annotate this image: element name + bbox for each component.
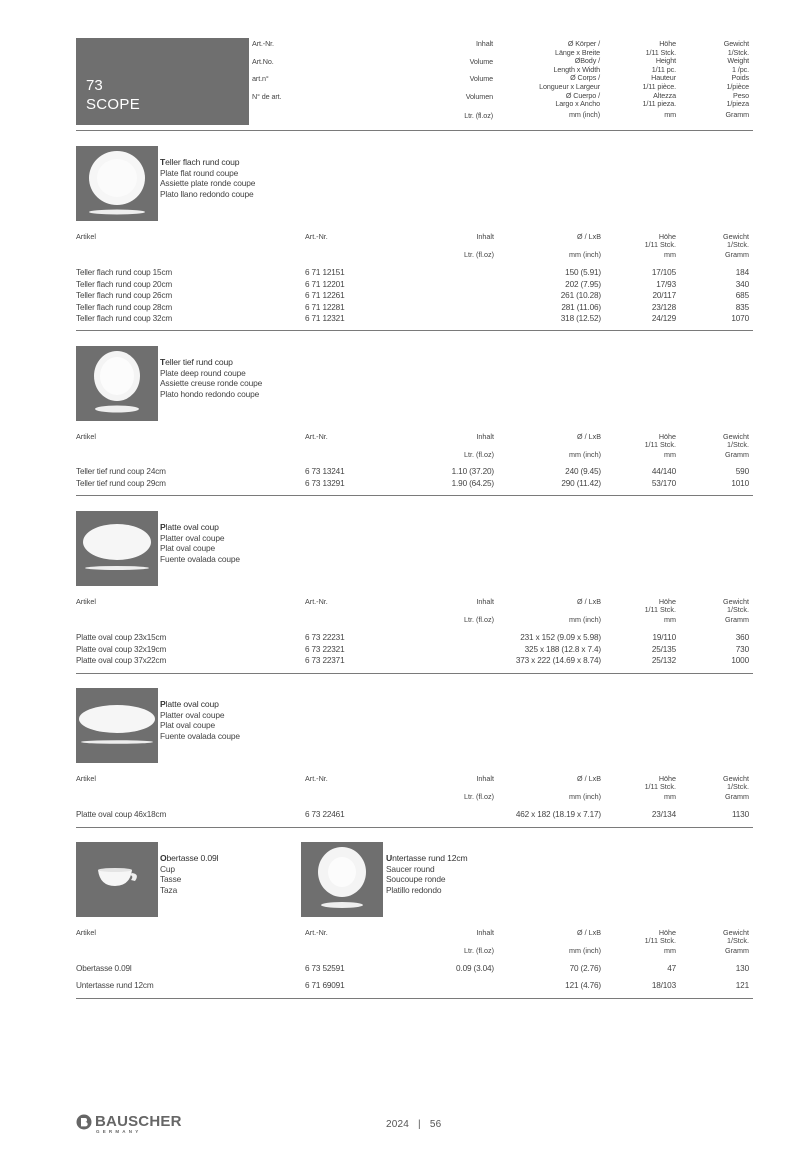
series-header-box [76, 38, 249, 125]
product-translation: Plato llano redondo coupe [160, 188, 254, 199]
column-header-dim_unit: mm (inch) [569, 450, 601, 459]
header-text: Ltr. (fl.oz) [464, 111, 493, 121]
column-header-hoehe2: 1/11 Stck. [644, 440, 676, 449]
product-translation: Fuente ovalada coupe [160, 553, 240, 564]
column-header-hoehe2: 1/11 Stck. [644, 782, 676, 791]
column-header-hoehe_unit: mm [664, 792, 676, 801]
series-name: SCOPE [86, 96, 141, 113]
column-header-gewicht_unit: Gramm [725, 946, 749, 955]
product-translation: Plate deep round coupe [160, 367, 246, 378]
column-header-gewicht: Gewicht [723, 928, 749, 937]
product-translation: Cup [160, 863, 175, 874]
cell-artnr: 6 73 13291 [305, 478, 345, 488]
cell-hoehe: 19/110 [652, 633, 676, 642]
header-text: 1/11 pieza. [642, 99, 676, 109]
cell-dimension: 261 (10.28) [560, 291, 601, 301]
product-translation: Plat oval coupe [160, 543, 216, 554]
table-row [76, 314, 753, 325]
cell-artikel: Teller flach rund coup 32cm [76, 314, 173, 324]
header-text: Inhalt [476, 39, 493, 48]
product-translation: Taza [160, 884, 178, 895]
cell-hoehe: 44/140 [651, 467, 676, 476]
product-title [160, 157, 255, 168]
cell-hoehe: 23/134 [651, 810, 676, 819]
header-col-hoehe [620, 40, 676, 119]
cell-artikel: Teller flach rund coup 20cm [76, 279, 173, 289]
product-translation: Tasse [160, 874, 182, 885]
table-row [76, 810, 753, 821]
column-header-gewicht2: 1/Stck. [727, 782, 749, 791]
header-text: Gramm [725, 109, 749, 119]
table-row [76, 633, 753, 644]
header-col-gewicht [690, 40, 749, 119]
table-row [76, 303, 753, 314]
column-header-hoehe_unit: mm [664, 450, 676, 459]
page-number: 56 [429, 1119, 442, 1130]
column-header-artikel: Artikel [76, 928, 96, 937]
cell-dimension: 318 (12.52) [560, 314, 601, 324]
cell-hoehe: 24/129 [651, 314, 676, 324]
title-rest: eller flach rund coup [165, 157, 240, 167]
header-text: Peso [733, 90, 749, 100]
header-text: art.n° [252, 74, 269, 84]
cell-dimension: 202 (7.95) [565, 279, 601, 289]
column-header-dim: Ø / LxB [577, 928, 601, 937]
column-header-inhalt_unit: Ltr. (fl.oz) [464, 615, 494, 624]
cell-gewicht: 340 [735, 279, 749, 289]
column-header-inhalt: Inhalt [476, 928, 494, 937]
column-header-dim: Ø / LxB [577, 774, 601, 783]
cell-hoehe: 47 [667, 964, 676, 973]
column-header-gewicht: Gewicht [723, 597, 749, 606]
product-translation: Soucoupe ronde [386, 874, 446, 885]
column-header-hoehe_unit: mm [664, 946, 676, 955]
header-text: 1 /pc. [732, 64, 749, 74]
column-header-artnr: Art.-Nr. [305, 928, 328, 937]
column-header-gewicht_unit: Gramm [725, 250, 749, 259]
header-text: Art.-Nr. [252, 39, 274, 48]
column-header-artikel: Artikel [76, 432, 96, 441]
title-rest: latte oval coup [165, 522, 219, 532]
cell-artnr: 6 71 12261 [305, 291, 345, 301]
divider [76, 673, 753, 674]
product-translation: Plat oval coupe [160, 720, 216, 731]
header-text: 1/11 Stck. [645, 47, 676, 57]
column-header-artnr: Art.-Nr. [305, 232, 328, 241]
column-header-artnr: Art.-Nr. [305, 597, 328, 606]
header-col-artnr [252, 40, 281, 101]
product-image [76, 842, 158, 917]
product-translation: Saucer round [386, 863, 435, 874]
cell-dimension: 240 (9.45) [565, 467, 601, 476]
cell-artnr: 6 71 69091 [305, 981, 345, 990]
header-text: mm (inch) [568, 109, 600, 119]
column-header-dim_unit: mm (inch) [569, 946, 601, 955]
product-title [160, 357, 262, 368]
header-col-inhalt [420, 40, 493, 121]
header-text: 1/pièce [726, 81, 749, 91]
year: 2024 [386, 1119, 410, 1130]
column-header-gewicht2: 1/Stck. [727, 440, 749, 449]
product-description [160, 522, 240, 564]
title-initial: T [160, 357, 166, 367]
column-header-gewicht: Gewicht [723, 232, 749, 241]
cell-artikel: Teller tief rund coup 24cm [76, 467, 166, 476]
cell-dimension: 373 x 222 (14.69 x 8.74) [515, 656, 601, 666]
cell-gewicht: 835 [735, 302, 749, 312]
column-header-dim: Ø / LxB [577, 432, 601, 441]
product-translation: Platillo redondo [386, 884, 442, 895]
title-rest: latte oval coup [165, 699, 219, 709]
product-translation: Assiette plate ronde coupe [160, 178, 256, 189]
cell-hoehe: 17/93 [656, 279, 676, 289]
header-text: Länge x Breite [555, 47, 600, 57]
cell-hoehe: 53/170 [651, 478, 676, 488]
title-initial: T [160, 157, 166, 167]
cell-artnr: 6 71 12321 [305, 314, 345, 324]
cell-inhalt: 0.09 (3.04) [456, 964, 494, 973]
header-text: Length x Width [553, 64, 600, 74]
column-header-artikel: Artikel [76, 774, 96, 783]
column-header-dim: Ø / LxB [577, 597, 601, 606]
product-translation: Plato hondo redondo coupe [160, 388, 260, 399]
column-header-dim: Ø / LxB [577, 232, 601, 241]
table-row [76, 479, 753, 490]
cell-dimension: 462 x 182 (18.19 x 7.17) [515, 810, 601, 819]
column-header-hoehe: Höhe [658, 232, 676, 241]
product-title [160, 853, 218, 864]
table-row [76, 467, 753, 478]
cell-artnr: 6 71 12201 [305, 279, 345, 289]
cell-artnr: 6 71 12281 [305, 302, 345, 312]
column-header-gewicht_unit: Gramm [725, 450, 749, 459]
product-translation: Plate flat round coupe [160, 167, 239, 178]
table-row [76, 645, 753, 656]
column-header-inhalt_unit: Ltr. (fl.oz) [464, 792, 494, 801]
title-initial: P [160, 522, 166, 532]
cell-artikel: Platte oval coup 23x15cm [76, 633, 167, 642]
series-number: 73 [86, 77, 103, 94]
product-translation: Assiette creuse ronde coupe [160, 378, 263, 389]
cell-gewicht: 1130 [731, 810, 749, 819]
cell-artikel: Platte oval coup 37x22cm [76, 656, 167, 666]
header-text: 1/pieza [726, 99, 749, 109]
cell-dimension: 290 (11.42) [561, 478, 601, 488]
table-row [76, 656, 753, 667]
cell-hoehe: 17/105 [651, 268, 676, 277]
cell-artnr: 6 71 12151 [305, 268, 345, 277]
cell-gewicht: 130 [735, 964, 749, 973]
cell-dimension: 121 (4.76) [565, 981, 601, 990]
cell-hoehe: 23/128 [651, 302, 676, 312]
column-header-artikel: Artikel [76, 232, 96, 241]
header-text: Art.No. [252, 56, 274, 66]
cell-inhalt: 1.90 (64.25) [451, 478, 494, 488]
header-text: ØBody / [574, 56, 600, 66]
cell-artnr: 6 73 22321 [305, 644, 345, 654]
column-header-gewicht_unit: Gramm [725, 792, 749, 801]
column-header-gewicht2: 1/Stck. [727, 605, 749, 614]
cell-hoehe: 25/132 [651, 656, 676, 666]
divider [76, 998, 753, 999]
column-header-hoehe: Höhe [658, 928, 676, 937]
cell-gewicht: 360 [735, 633, 749, 642]
column-header-inhalt: Inhalt [476, 774, 494, 783]
cell-hoehe: 25/135 [651, 644, 676, 654]
cell-gewicht: 685 [735, 291, 749, 301]
cell-inhalt: 1.10 (37.20) [451, 467, 494, 476]
cell-artikel: Platte oval coup 32x19cm [76, 644, 167, 654]
header-text: Volume [469, 74, 493, 84]
cell-artnr: 6 73 13241 [305, 467, 345, 476]
cell-hoehe: 20/117 [652, 291, 676, 301]
table-row [76, 280, 753, 291]
cell-artnr: 6 73 22461 [305, 810, 345, 819]
column-header-hoehe2: 1/11 Stck. [644, 240, 676, 249]
column-header-hoehe_unit: mm [664, 250, 676, 259]
column-header-dim_unit: mm (inch) [569, 250, 601, 259]
cell-dimension: 231 x 152 (9.09 x 5.98) [520, 633, 601, 642]
product-title [386, 853, 468, 864]
product-image [76, 511, 158, 586]
column-header-inhalt_unit: Ltr. (fl.oz) [464, 250, 494, 259]
header-text: mm [664, 109, 676, 119]
header-text: 1/Stck. [727, 47, 749, 57]
cell-gewicht: 1000 [731, 656, 749, 666]
title-initial: U [386, 853, 393, 863]
product-image [76, 688, 158, 763]
column-header-gewicht: Gewicht [723, 432, 749, 441]
cell-gewicht: 590 [735, 467, 749, 476]
cell-artikel: Teller flach rund coup 26cm [76, 291, 173, 301]
column-header-inhalt_unit: Ltr. (fl.oz) [464, 946, 494, 955]
product-description [160, 699, 240, 741]
cell-artikel: Teller flach rund coup 28cm [76, 302, 173, 312]
divider [76, 130, 753, 131]
header-text: 1/11 pc. [651, 64, 676, 74]
table-row [76, 291, 753, 302]
brand-name: BAUSCHER [95, 1113, 182, 1130]
title-rest: eller tief rund coup [165, 357, 233, 367]
cell-gewicht: 1010 [731, 478, 749, 488]
column-header-inhalt: Inhalt [476, 597, 494, 606]
header-text: Altezza [653, 90, 676, 100]
product-image [301, 842, 383, 917]
cell-artnr: 6 73 52591 [305, 964, 345, 973]
header-text: Ø Cuerpo / [565, 90, 600, 100]
header-text: Ø Corps / [570, 73, 600, 83]
product-description [160, 357, 262, 399]
cell-artikel: Teller tief rund coup 29cm [76, 478, 166, 488]
column-header-dim_unit: mm (inch) [569, 615, 601, 624]
header-text: Ø Körper / [567, 39, 600, 48]
product-description [386, 853, 468, 895]
column-header-artnr: Art.-Nr. [305, 432, 328, 441]
header-text: Gewicht [723, 39, 749, 48]
header-text: Volumen [465, 91, 493, 101]
divider [76, 495, 753, 496]
cell-gewicht: 121 [735, 981, 749, 990]
cell-dimension: 70 (2.76) [569, 964, 601, 973]
column-header-hoehe: Höhe [658, 774, 676, 783]
column-header-gewicht: Gewicht [723, 774, 749, 783]
product-image [76, 146, 158, 221]
column-header-dim_unit: mm (inch) [569, 792, 601, 801]
column-header-inhalt: Inhalt [476, 232, 494, 241]
product-image [76, 346, 158, 421]
column-header-hoehe2: 1/11 Stck. [644, 605, 676, 614]
cell-artikel: Untertasse rund 12cm [76, 981, 154, 990]
table-row [76, 981, 753, 992]
cell-hoehe: 18/103 [651, 981, 676, 990]
column-header-gewicht_unit: Gramm [725, 615, 749, 624]
separator: | [418, 1119, 421, 1130]
header-text: Volume [469, 56, 493, 66]
title-initial: O [160, 853, 167, 863]
brand-subname: GERMANY [96, 1129, 142, 1134]
table-row [76, 268, 753, 279]
product-description [160, 853, 218, 895]
column-header-hoehe2: 1/11 Stck. [644, 936, 676, 945]
header-text: N° de art. [252, 91, 282, 101]
cell-artnr: 6 73 22231 [305, 633, 345, 642]
cell-artnr: 6 73 22371 [305, 656, 345, 666]
column-header-gewicht2: 1/Stck. [727, 936, 749, 945]
column-header-artikel: Artikel [76, 597, 96, 606]
header-text: Longueur x Largeur [539, 81, 600, 91]
product-translation: Platter oval coupe [160, 709, 225, 720]
page-info [386, 1119, 441, 1130]
header-text: Weight [727, 56, 749, 66]
header-text: Largo x Ancho [555, 99, 600, 109]
cell-dimension: 150 (5.91) [565, 268, 601, 277]
cell-gewicht: 730 [735, 644, 749, 654]
header-text: Höhe [659, 39, 676, 48]
cell-artikel: Obertasse 0.09l [76, 964, 132, 973]
title-initial: P [160, 699, 166, 709]
column-header-hoehe_unit: mm [664, 615, 676, 624]
brand-logo [76, 1113, 186, 1140]
header-text: 1/11 pièce. [642, 81, 676, 91]
cell-gewicht: 1070 [731, 314, 749, 324]
cell-dimension: 325 x 188 (12.8 x 7.4) [524, 644, 601, 654]
column-header-hoehe: Höhe [658, 597, 676, 606]
product-description [160, 157, 255, 199]
divider [76, 330, 753, 331]
title-rest: ntertasse rund 12cm [392, 853, 468, 863]
cell-dimension: 281 (11.06) [561, 302, 601, 312]
cell-artikel: Platte oval coup 46x18cm [76, 810, 167, 819]
column-header-inhalt_unit: Ltr. (fl.oz) [464, 450, 494, 459]
header-text: Poids [731, 73, 749, 83]
product-translation: Fuente ovalada coupe [160, 730, 240, 741]
column-header-inhalt: Inhalt [476, 432, 494, 441]
column-header-gewicht2: 1/Stck. [727, 240, 749, 249]
header-text: Hauteur [651, 73, 676, 83]
table-row [76, 964, 753, 975]
header-text: Height [655, 56, 676, 66]
cell-artikel: Teller flach rund coup 15cm [76, 268, 173, 277]
product-title [160, 522, 240, 533]
header-col-dim [510, 40, 600, 119]
product-title [160, 699, 240, 710]
title-rest: bertasse 0.09l [166, 853, 219, 863]
divider [76, 827, 753, 828]
cell-gewicht: 184 [735, 268, 749, 277]
column-header-hoehe: Höhe [658, 432, 676, 441]
product-translation: Platter oval coupe [160, 532, 225, 543]
column-header-artnr: Art.-Nr. [305, 774, 328, 783]
